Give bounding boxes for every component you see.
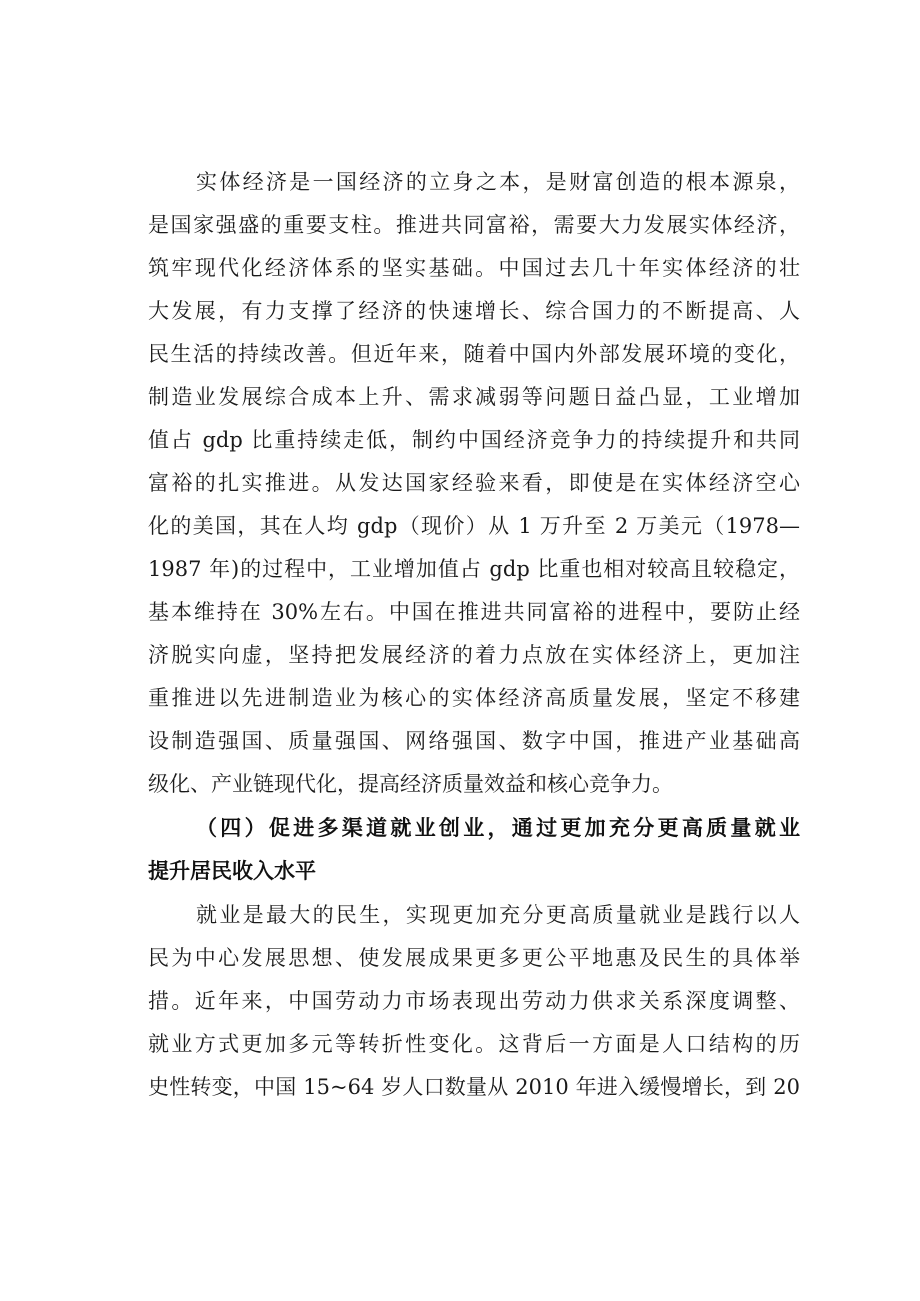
text-line: 史性转变，中国 15~64 岁人口数量从 2010 年进入缓慢增长，到 20 [148,1075,800,1099]
text-line: 级化、产业链现代化，提高经济质量效益和核心竞争力。 [148,772,673,796]
heading-line: （四）促进多渠道就业创业，通过更加充分更高质量就业 [196,815,800,840]
text-line: 就业方式更加多元等转折性变化。这背后一方面是人口结构的历 [148,1032,800,1056]
text-line: 大发展，有力支撑了经济的快速增长、综合国力的不断提高、人 [148,299,800,323]
text-line: 是国家强盛的重要支柱。推进共同富裕，需要大力发展实体经济， [148,213,800,237]
text-line: 实体经济是一国经济的立身之本，是财富创造的根本源泉， [196,170,800,194]
text-line: 1987 年)的过程中，工业增加值占 gdp 比重也相对较高且较稳定， [148,557,800,581]
text-line: 措。近年来，中国劳动力市场表现出劳动力供求关系深度调整、 [148,989,800,1013]
text-line: 化的美国，其在人均 gdp（现价）从 1 万升至 2 万美元（1978— [148,514,800,538]
text-line: 设制造强国、质量强国、网络强国、数字中国，推进产业基础高 [148,729,800,753]
text-line: 民生活的持续改善。但近年来，随着中国内外部发展环境的变化， [148,342,800,366]
text-line: 制造业发展综合成本上升、需求减弱等问题日益凸显，工业增加 [148,385,800,409]
text-line: 济脱实向虚，坚持把发展经济的着力点放在实体经济上，更加注 [148,643,800,667]
text-line: 富裕的扎实推进。从发达国家经验来看，即使是在实体经济空心 [148,471,800,495]
text-line: 重推进以先进制造业为核心的实体经济高质量发展，坚定不移建 [148,686,800,710]
text-line: 民为中心发展思想、使发展成果更多更公平地惠及民生的具体举 [148,946,800,970]
heading-line: 提升居民收入水平 [148,858,316,883]
text-line: 筑牢现代化经济体系的坚实基础。中国过去几十年实体经济的壮 [148,256,800,280]
text-line: 就业是最大的民生，实现更加充分更高质量就业是践行以人 [196,903,800,927]
text-line: 值占 gdp 比重持续走低，制约中国经济竞争力的持续提升和共同 [148,428,800,452]
text-line: 基本维持在 30%左右。中国在推进共同富裕的进程中，要防止经 [148,600,800,624]
